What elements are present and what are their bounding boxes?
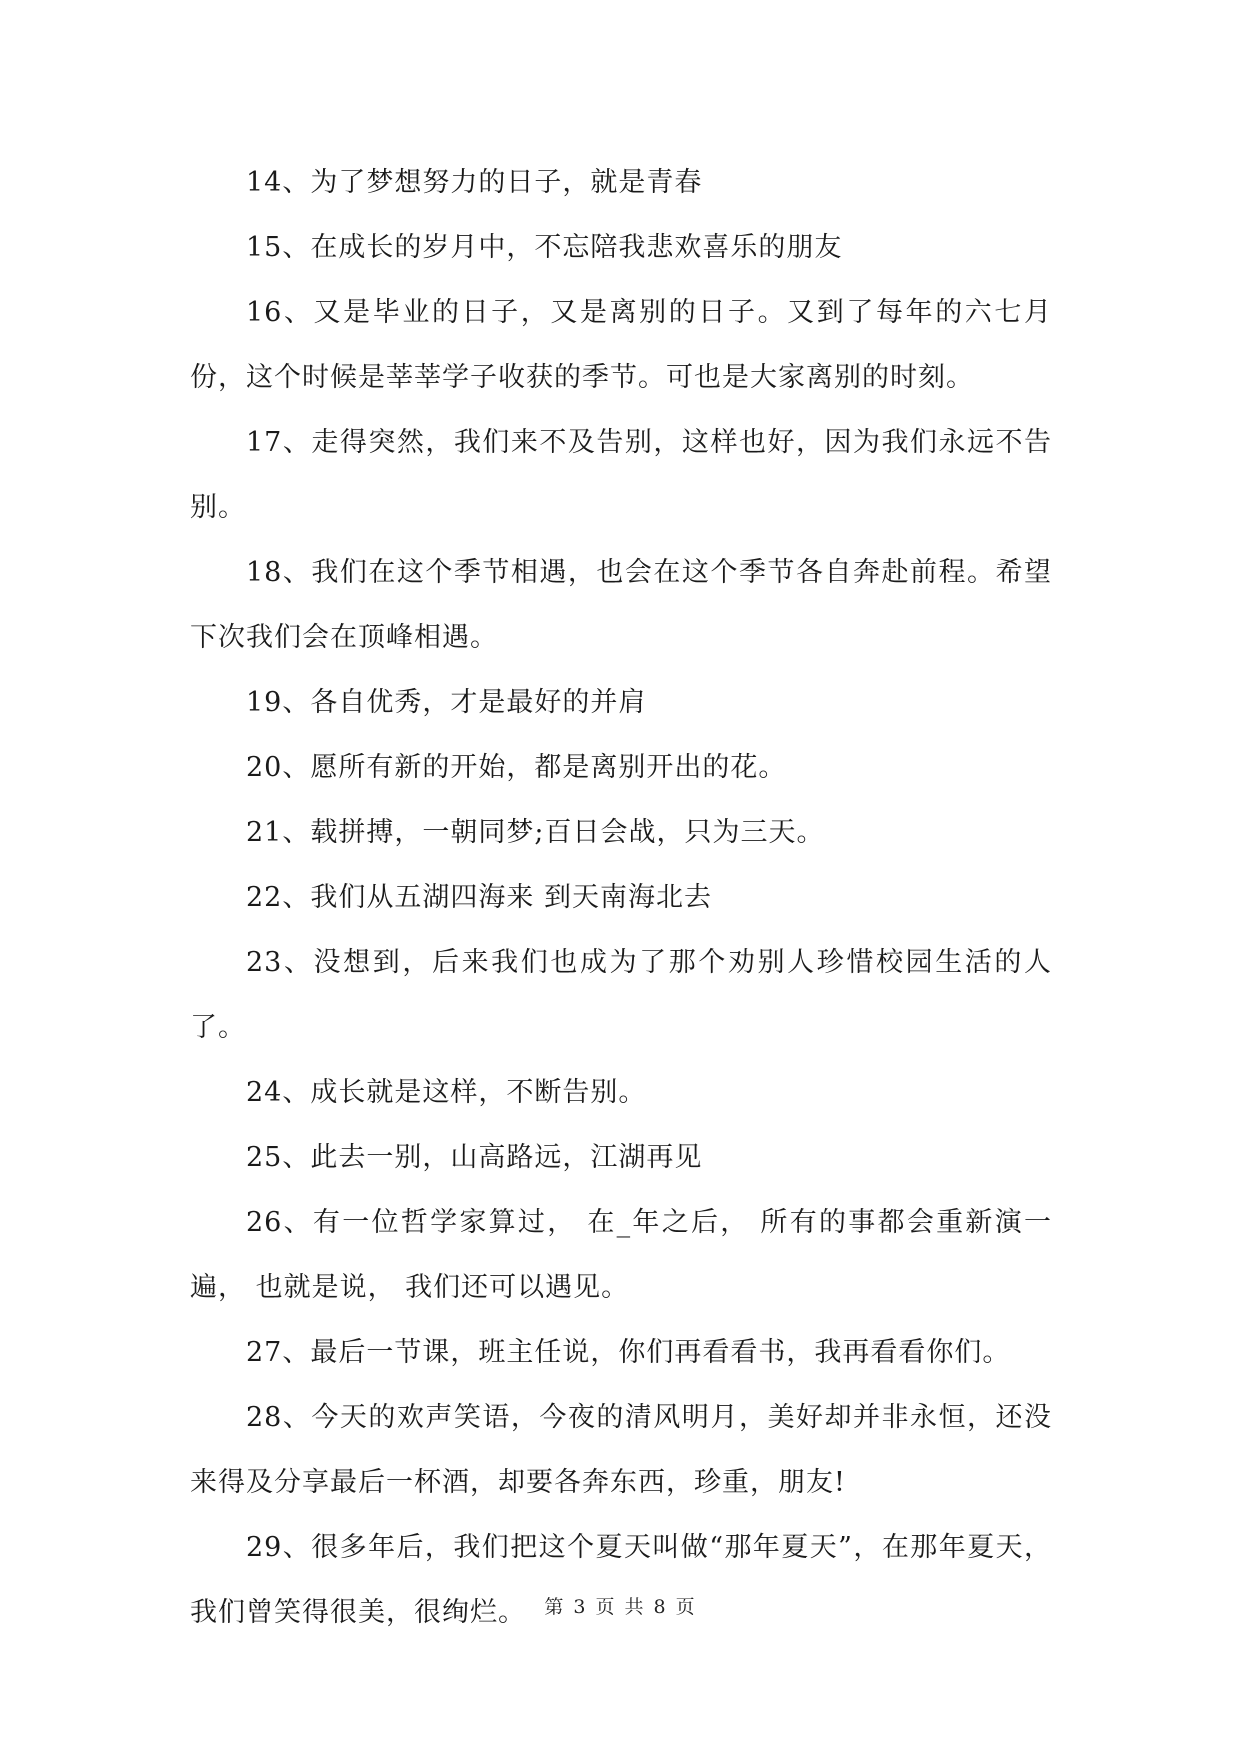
paragraph-22: 22、我们从五湖四海来 到天南海北去 (246, 882, 712, 913)
paragraph-28: 28、今天的欢声笑语，今夜的清风明月，美好却并非永恒，还没来得及分享最后一杯酒，却要各奔东西，珍重，朋友! (190, 1402, 1052, 1498)
paragraph-27: 27、最后一节课，班主任说，你们再看看书，我再看看你们。 (246, 1337, 1011, 1368)
paragraph-25: 25、此去一别，山高路远，江湖再见 (246, 1142, 703, 1173)
paragraph-18: 18、我们在这个季节相遇，也会在这个季节各自奔赴前程。希望下次我们会在顶峰相遇。 (190, 557, 1052, 653)
paragraph-17: 17、走得突然，我们来不及告别，这样也好，因为我们永远不告别。 (190, 427, 1052, 523)
paragraph-16: 16、又是毕业的日子，又是离别的日子。又到了每年的六七月份，这个时候是莘莘学子收获的季节。可也是大家离别的时刻。 (190, 297, 1052, 393)
page-number-footer: 第 3 页 共 8 页 (544, 1596, 697, 1618)
paragraph-21: 21、载拼搏，一朝同梦;百日会战，只为三天。 (246, 817, 825, 848)
paragraph-24: 24、成长就是这样，不断告别。 (246, 1077, 647, 1108)
paragraph-23: 23、没想到，后来我们也成为了那个劝别人珍惜校园生活的人了。 (190, 947, 1052, 1043)
paragraph-15: 15、在成长的岁月中，不忘陪我悲欢喜乐的朋友 (246, 232, 843, 263)
document-body (190, 150, 1052, 1645)
paragraph-20: 20、愿所有新的开始，都是离别开出的花。 (246, 752, 787, 783)
paragraph-14: 14、为了梦想努力的日子，就是青春 (246, 167, 703, 198)
paragraph-29: 29、很多年后，我们把这个夏天叫做“那年夏天”，在那年夏天，我们曾笑得很美，很绚烂。 (190, 1532, 1052, 1628)
paragraph-26: 26、有一位哲学家算过， 在_年之后， 所有的事都会重新演一遍， 也就是说， 我们还可以遇见。 (190, 1207, 1052, 1303)
paragraph-19: 19、各自优秀，才是最好的并肩 (246, 687, 647, 718)
